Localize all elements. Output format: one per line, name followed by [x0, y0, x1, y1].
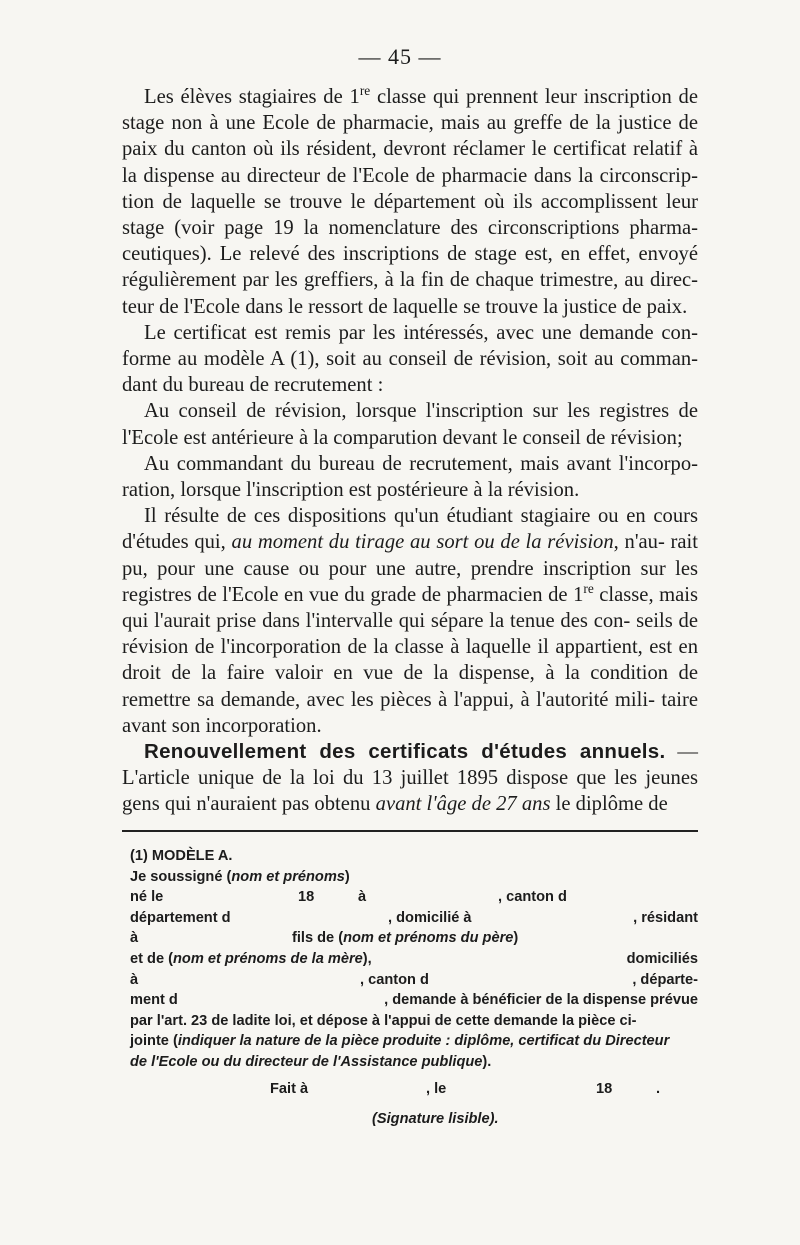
footnote-line-2: né le 18 à , canton d [130, 889, 567, 906]
footnote-line-11: Fait à , le 18 . [270, 1080, 661, 1097]
paragraph-4: Au commandant du bureau de recrutement, mais avant l'incorpo- ration, lorsque l'inscription est postérieure à la révision. [122, 452, 698, 502]
footnote-line-6: à , canton d , départe- [130, 971, 698, 988]
footnote-separator [122, 830, 698, 832]
footnote-signature: (Signature lisible). [372, 1111, 499, 1128]
footnote-line-9: jointe ( indiquer la nature de la pièce produite : diplôme, certificat du Directeur [130, 1033, 670, 1050]
paragraph-3: Au conseil de révision, lorsque l'inscription sur les registres de l'Ecole est antérieure à la comparution devant le conseil de révision; [122, 400, 698, 449]
section-heading: Renouvellement des certificats d'études annuels. [144, 740, 666, 764]
footnote-line-1: Je soussigné ( nom et prénoms ) [130, 868, 350, 885]
footnote-title: (1) MODÈLE A. [130, 848, 233, 864]
footnote-line-7: ment d , demande à bénéficier de la dispense prévue [130, 992, 698, 1009]
main-text [122, 84, 698, 818]
footnote-line-8: par l'art. 23 de ladite loi, et dépose à l'appui de cette demande la pièce ci- [130, 1012, 637, 1029]
page-number: — 45 — [358, 44, 442, 69]
footnote-line-5: et de (nom et prénoms de la mère), domiciliés [130, 950, 698, 967]
footnote-line-4: à fils de ( nom et prénoms du père ) [130, 930, 519, 947]
footnote-line-3: département d , domicilié à , résidant [130, 909, 698, 926]
footnote-line-10: de l'Ecole ou du directeur de l'Assistance publique ). [130, 1053, 492, 1070]
footnote-model-a [130, 846, 698, 1130]
paragraph-6: Renouvellement des certificats d'études annuels. — L'article unique de la loi du 13 juillet 1895 dispose que les jeunes gens qui n'auraient pas obtenu avant l'âge de 27 ans le diplôme de [122, 740, 698, 816]
paragraph-5: Il résulte de ces dispositions qu'un étudiant stagiaire ou en cours d'études qui, au moment du tirage au sort ou de la révision, n'au- rait pu, pour une cause ou pour une autre, prendre inscription sur les registres de l'Ecole en vue du grade de pharmacien de 1re classe, mais qui l'aurait prise dans l'intervalle qui sépare la tenue des con- seils de révision de l'incorporation de la classe à laquelle il appartient, est en droit de la faire valoir en vue de la dispense, à la condition de remettre sa demande, avec les pièces à l'appui, à l'autorité mili- taire avant son incorporation. [122, 505, 699, 737]
paragraph-2: Le certificat est remis par les intéressés, avec une demande con- forme au modèle A (1), soit au conseil de révision, soit au comman- dant du bureau de recrutement : [122, 321, 698, 397]
paragraph-1: Les élèves stagiaires de 1re classe qui prennent leur inscription de stage non à une Ecole de pharmacie, mais au greffe de la justice de paix du canton où ils résident, devront réclamer le certificat relatif à la dispense au directeur de l'Ecole de pharmacie dans la circonscrip- tion de laquelle se trouve le département où ils accomplissent leur stage (voir page 19 la nomenclature des circonscriptions pharma- ceutiques). Le relevé des inscriptions de stage est, en effet, envoyé régulièrement par les greffiers, à la fin de chaque trimestre, au direc- teur de l'Ecole dans le ressort de laquelle se trouve la justice de paix. [122, 83, 698, 318]
